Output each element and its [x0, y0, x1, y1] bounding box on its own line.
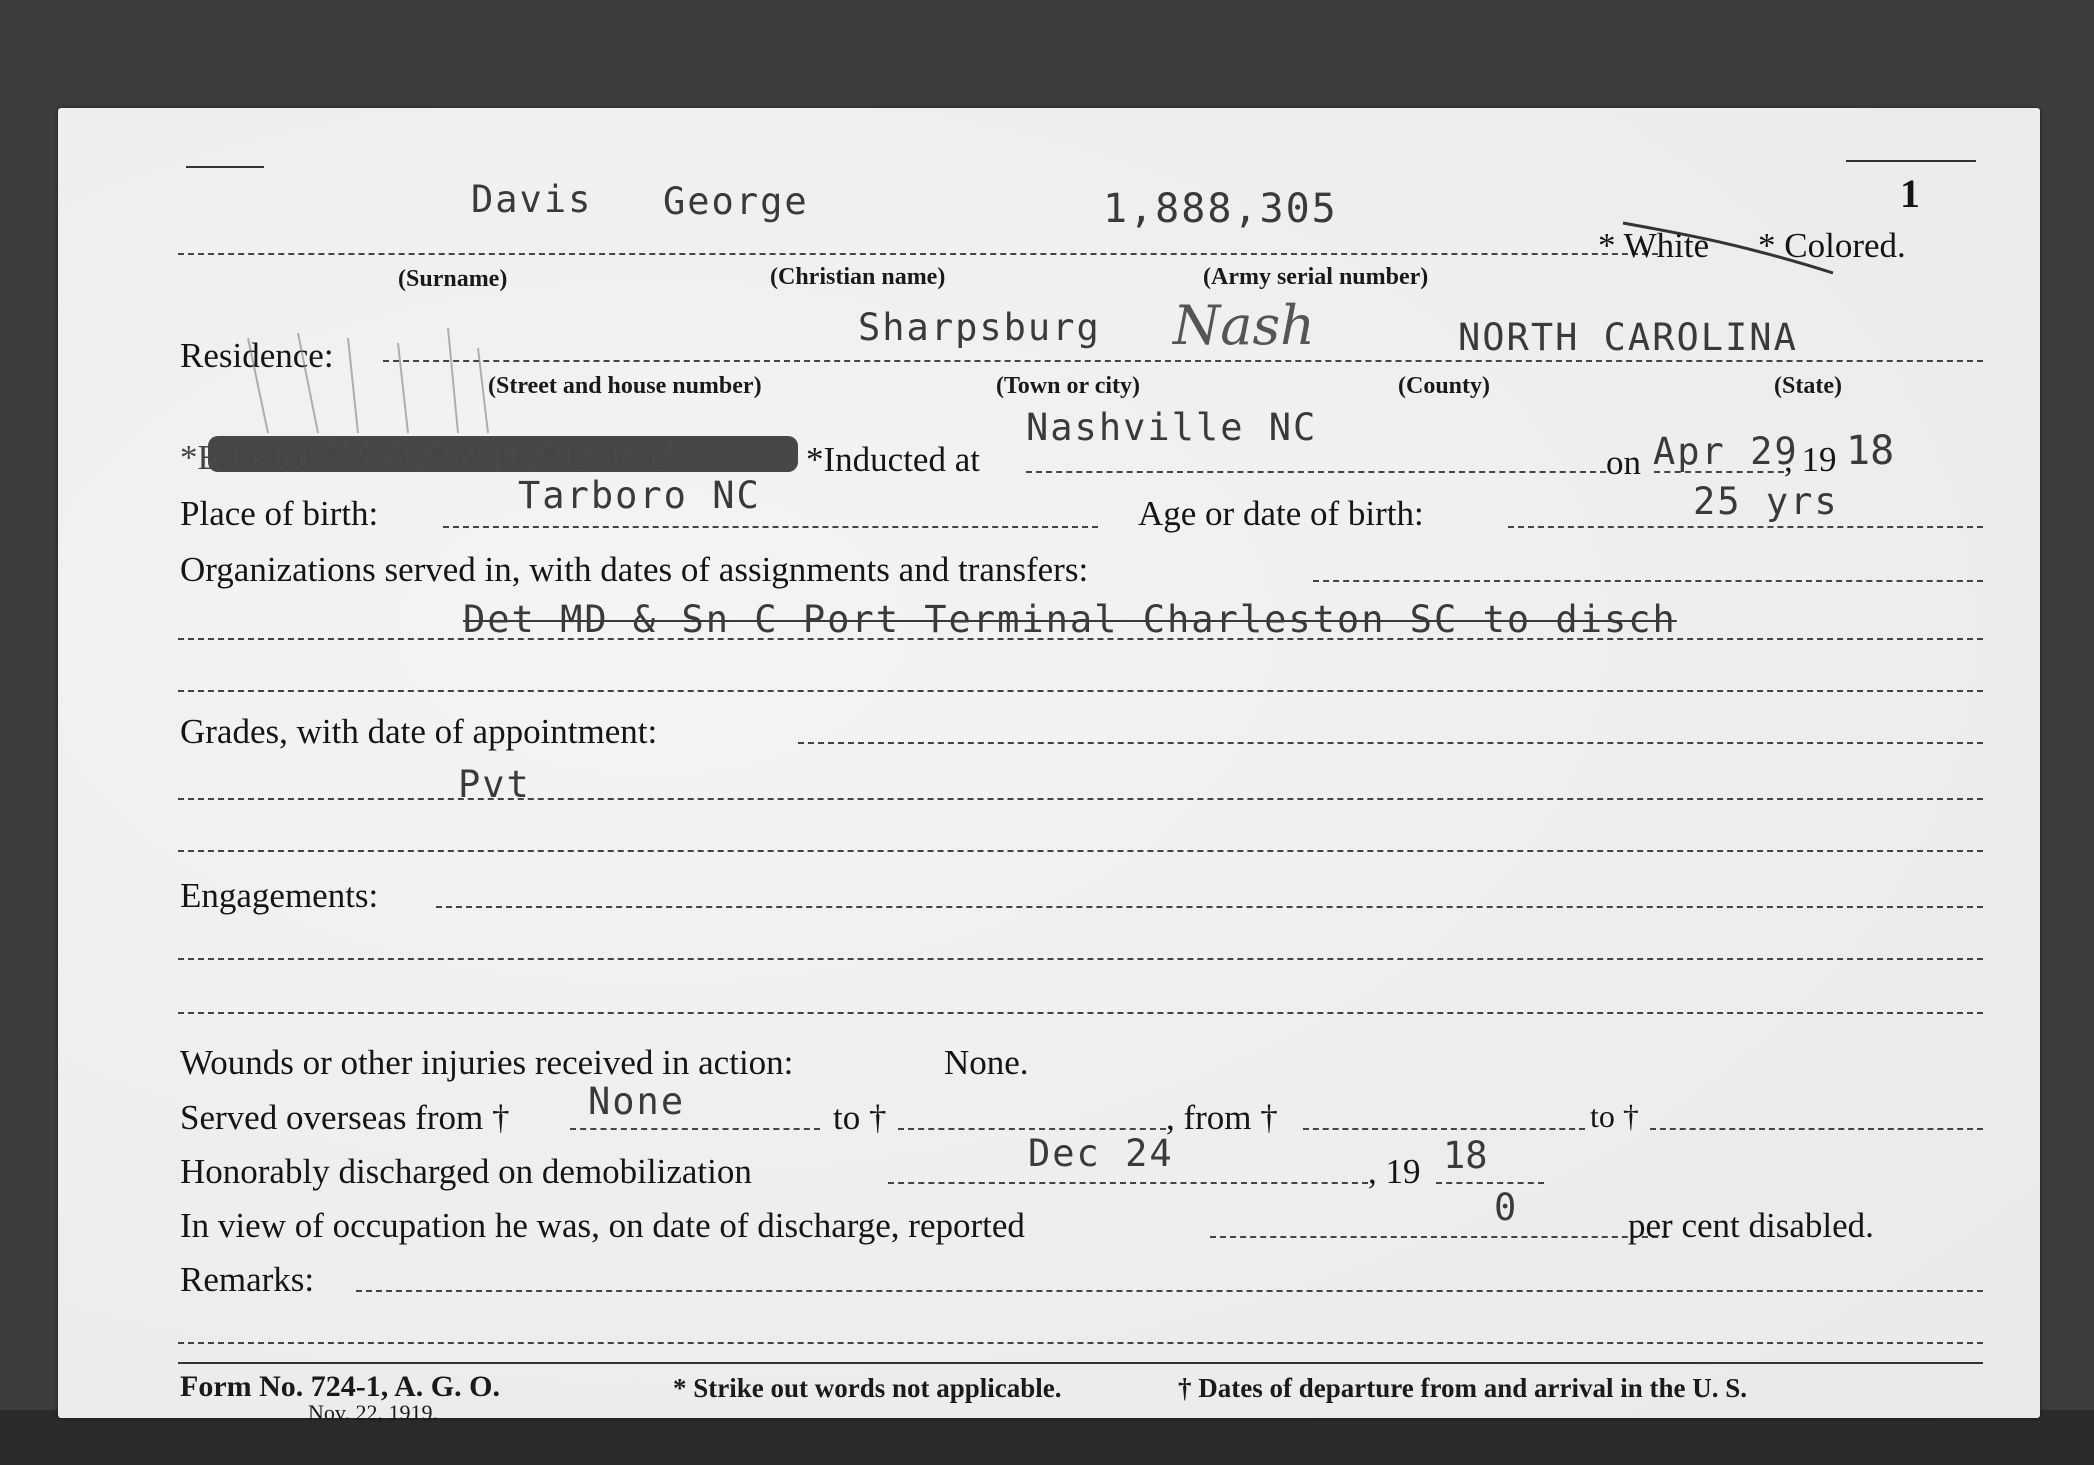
grades-value: Pvt — [458, 763, 531, 806]
surname-caption: (Surname) — [398, 266, 508, 292]
organizations-line-1 — [1313, 580, 1983, 582]
grades-line-1 — [798, 742, 1983, 744]
christian-name-value: George — [663, 180, 809, 223]
wounds-label: Wounds or other injuries received in action: — [180, 1043, 794, 1082]
overseas-to-label-2: to † — [1590, 1098, 1639, 1134]
county-handwritten: Nash — [1173, 294, 1315, 357]
serial-number-value: 1,888,305 — [1103, 186, 1338, 232]
inducted-date-line — [1654, 471, 1784, 473]
disability-line — [1210, 1236, 1668, 1238]
overseas-to-label: to † — [833, 1098, 887, 1137]
street-caption: (Street and house number) — [488, 373, 762, 399]
white-label: * White — [1598, 226, 1710, 265]
remarks-line-2 — [178, 1342, 1983, 1344]
inducted-line — [1026, 471, 1606, 473]
age-line — [1508, 526, 1983, 528]
engagements-label: Engagements: — [180, 876, 379, 915]
overseas-from-line-2 — [1303, 1128, 1585, 1130]
disability-label: In view of occupation he was, on date of discharge, reported — [180, 1206, 1025, 1245]
place-of-birth-line — [443, 526, 1098, 528]
discharge-date-line — [888, 1182, 1368, 1184]
grades-label: Grades, with date of appointment: — [180, 712, 658, 751]
corner-rule — [186, 166, 264, 168]
discharge-label: Honorably discharged on demobilization — [180, 1152, 752, 1191]
organizations-line-2 — [178, 638, 1983, 640]
serial-number-caption: (Army serial number) — [1203, 264, 1429, 290]
overseas-label: Served overseas from † — [180, 1098, 510, 1137]
enlisted-options: *Enlisted * R. A. * N. G. * E. R. C. — [180, 438, 679, 477]
discharge-date-value: Dec 24 — [1028, 1132, 1174, 1175]
strike-note: * Strike out words not applicable. — [673, 1373, 1062, 1403]
white-strike-mark — [1618, 213, 1848, 283]
state-caption: (State) — [1774, 373, 1842, 399]
inducted-date-value: Apr 29 — [1653, 430, 1799, 473]
inducted-place-value: Nashville NC — [1026, 406, 1318, 449]
age-value: 25 yrs — [1693, 480, 1839, 523]
organizations-label: Organizations served in, with dates of assignments and transfers: — [180, 550, 1089, 589]
town-value: Sharpsburg — [858, 306, 1101, 349]
card-number: 1 — [1900, 171, 1920, 216]
dates-note: † Dates of departure from and arrival in the U. S. — [1178, 1373, 1747, 1403]
discharge-year-line — [1436, 1182, 1544, 1184]
disability-suffix: per cent disabled. — [1628, 1206, 1874, 1245]
surname-value: Davis — [471, 178, 593, 221]
discharge-year-suffix: 18 — [1443, 1134, 1488, 1177]
overseas-from-value: None — [588, 1080, 686, 1123]
grades-line-3 — [178, 850, 1983, 852]
christian-name-caption: (Christian name) — [770, 264, 946, 290]
residence-label: Residence: — [180, 336, 334, 375]
engagements-line-3 — [178, 1012, 1983, 1014]
grades-line-2 — [178, 798, 1983, 800]
form-date: Nov. 22, 1919. — [308, 1400, 438, 1425]
engagements-line-2 — [178, 958, 1983, 960]
name-line — [178, 253, 1658, 255]
age-label: Age or date of birth: — [1138, 494, 1424, 533]
remarks-label: Remarks: — [180, 1260, 315, 1299]
inducted-label: *Inducted at — [806, 440, 980, 479]
overseas-to-line — [898, 1128, 1166, 1130]
residence-line — [383, 360, 1983, 362]
on-label: on — [1606, 443, 1641, 482]
state-value: NORTH CAROLINA — [1458, 316, 1798, 359]
town-caption: (Town or city) — [996, 373, 1140, 399]
organizations-line-3 — [178, 690, 1983, 692]
place-of-birth-value: Tarboro NC — [518, 474, 761, 517]
overseas-from-label-2: , from † — [1166, 1098, 1278, 1137]
place-of-birth-label: Place of birth: — [180, 494, 379, 533]
county-caption: (County) — [1398, 373, 1491, 399]
corner-rule-right — [1846, 160, 1976, 162]
ink-streaks — [208, 308, 608, 438]
form-number: Form No. 724-1, A. G. O. — [180, 1370, 500, 1403]
service-record-card — [58, 108, 2040, 1425]
overseas-to-line-2 — [1650, 1128, 1983, 1130]
footer-rule — [178, 1362, 1983, 1364]
colored-label: * Colored. — [1758, 226, 1906, 265]
organizations-value: Det MD & Sn C Port Terminal Charleston SC to disch — [463, 598, 1677, 641]
engagements-line-1 — [436, 906, 1983, 908]
inducted-year-prefix: , 19 — [1784, 440, 1837, 479]
discharge-year-prefix: , 19 — [1368, 1152, 1421, 1191]
overseas-from-line — [570, 1128, 820, 1130]
wounds-value: None. — [944, 1043, 1029, 1082]
remarks-line-1 — [356, 1290, 1983, 1292]
inducted-year-suffix: 18 — [1846, 428, 1895, 474]
disability-value: 0 — [1494, 1186, 1519, 1229]
